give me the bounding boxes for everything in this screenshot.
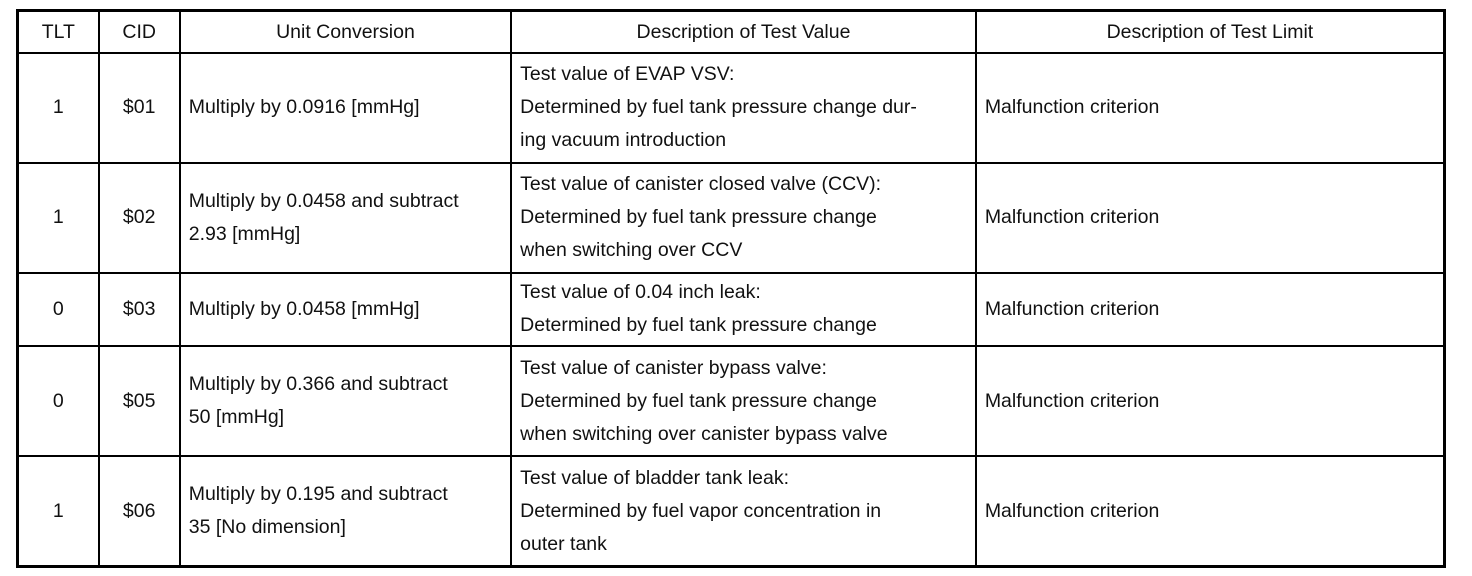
table-row — [18, 53, 1445, 163]
evap-test-table — [16, 9, 1446, 568]
test-limit-description-cell: Malfunction criterion — [976, 163, 1445, 273]
unit-line: Multiply by 0.0916 [mmHg] — [188, 96, 420, 119]
tlt-cell: 1 — [18, 456, 99, 566]
test-limit-description-cell: Malfunction criterion — [976, 346, 1445, 456]
desc-line: when switching over CCV — [520, 239, 743, 262]
test-limit-description-cell: Malfunction criterion — [976, 53, 1445, 163]
cid-cell: $01 — [99, 53, 180, 163]
header-description-test-value: Description of Test Value — [511, 11, 976, 54]
tlt-cell: 1 — [18, 163, 99, 273]
desc-line: Test value of 0.04 inch leak: — [520, 281, 761, 304]
unit-line: Multiply by 0.0458 [mmHg] — [188, 297, 420, 320]
unit-line: 50 [mmHg] — [188, 406, 285, 429]
unit-line: Multiply by 0.195 and subtract — [188, 483, 448, 506]
tlt-cell: 0 — [18, 273, 99, 347]
unit-line: Multiply by 0.0458 and subtract — [188, 189, 459, 212]
unit-conversion-cell — [180, 346, 511, 456]
unit-line: 35 [No dimension] — [188, 516, 346, 539]
tlt-cell: 0 — [18, 346, 99, 456]
cid-cell: $02 — [99, 163, 180, 273]
header-row — [18, 11, 1445, 54]
cid-cell: $05 — [99, 346, 180, 456]
desc-line: Determined by fuel tank pressure change — [520, 389, 877, 412]
test-value-description-cell — [511, 163, 976, 273]
unit-line: Multiply by 0.366 and subtract — [188, 373, 448, 396]
test-limit-description-cell: Malfunction criterion — [976, 273, 1445, 347]
desc-line: Determined by fuel vapor concentration in — [520, 499, 882, 522]
desc-line: outer tank — [520, 532, 607, 555]
desc-line: Test value of canister closed valve (CCV): — [520, 173, 882, 196]
unit-conversion-cell — [180, 456, 511, 566]
test-value-description-cell — [511, 273, 976, 347]
test-value-description-cell — [511, 346, 976, 456]
desc-line: ing vacuum introduction — [520, 129, 727, 152]
table-row — [18, 456, 1445, 566]
desc-line: Determined by fuel tank pressure change — [520, 206, 877, 229]
desc-line: Test value of canister bypass valve: — [520, 356, 827, 379]
header-cid: CID — [99, 11, 180, 54]
cid-cell: $03 — [99, 273, 180, 347]
table-row — [18, 163, 1445, 273]
unit-conversion-cell — [180, 273, 511, 347]
cid-cell: $06 — [99, 456, 180, 566]
header-tlt: TLT — [18, 11, 99, 54]
test-value-description-cell — [511, 53, 976, 163]
desc-line: Determined by fuel tank pressure change — [520, 314, 877, 337]
header-description-test-limit: Description of Test Limit — [976, 11, 1445, 54]
table-row — [18, 346, 1445, 456]
desc-line: Determined by fuel tank pressure change dur- — [520, 96, 917, 119]
test-value-description-cell — [511, 456, 976, 566]
test-limit-description-cell: Malfunction criterion — [976, 456, 1445, 566]
unit-conversion-cell — [180, 53, 511, 163]
tlt-cell: 1 — [18, 53, 99, 163]
desc-line: Test value of bladder tank leak: — [520, 466, 790, 489]
unit-line: 2.93 [mmHg] — [188, 222, 301, 245]
unit-conversion-cell — [180, 163, 511, 273]
header-unit-conversion: Unit Conversion — [180, 11, 511, 54]
table-row — [18, 273, 1445, 347]
desc-line: Test value of EVAP VSV: — [520, 63, 735, 86]
desc-line: when switching over canister bypass valve — [520, 422, 888, 445]
